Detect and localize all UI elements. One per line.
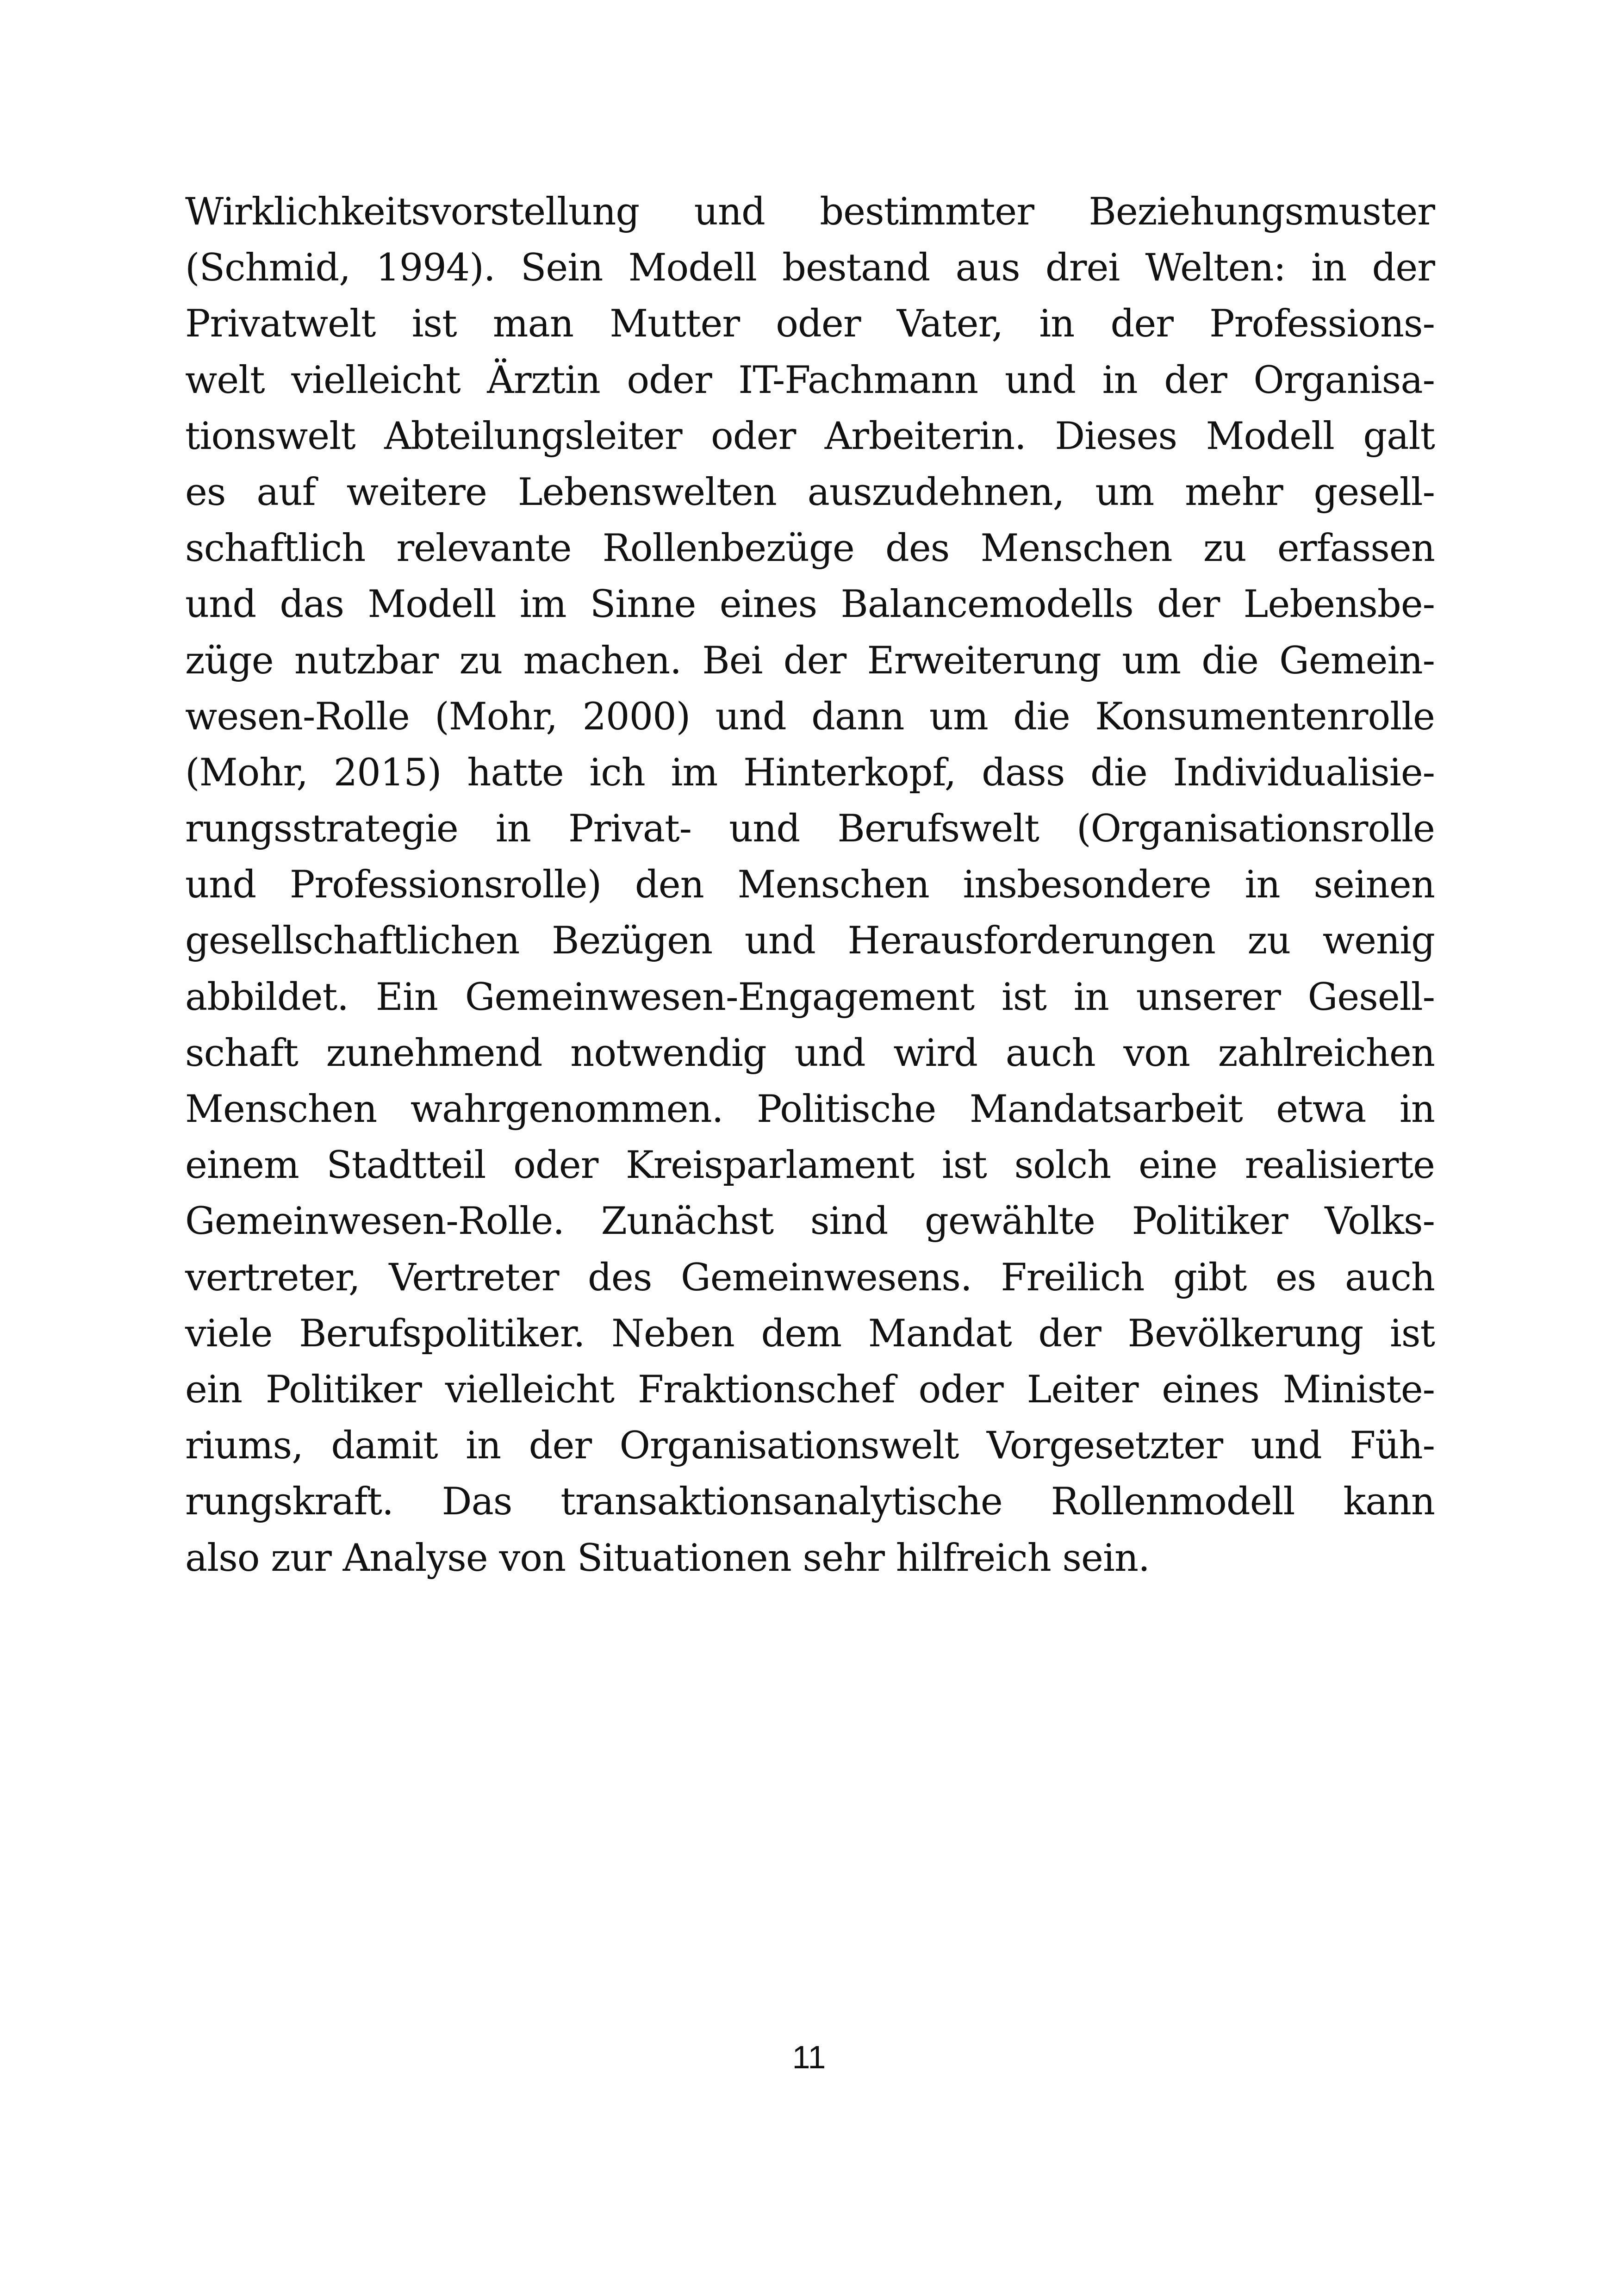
text-line: schaft zunehmend notwendig und wird auch von zahlreichen (185, 1031, 1435, 1075)
text-line: (Schmid, 1994). Sein Modell bestand aus drei Welten: in der (185, 246, 1435, 290)
text-line: rungskraft. Das transaktionsanalytische Rollenmodell kann (185, 1480, 1435, 1524)
text-line: (Mohr, 2015) hatte ich im Hinterkopf, dass die Individualisie- (185, 751, 1435, 795)
text-line: schaftlich relevante Rollenbezüge des Menschen zu erfassen (185, 527, 1435, 571)
text-line: viele Berufspolitiker. Neben dem Mandat der Bevölkerung ist (185, 1312, 1435, 1356)
text-line: und Professionsrolle) den Menschen insbesondere in seinen (185, 863, 1435, 907)
text-line: tionswelt Abteilungsleiter oder Arbeiterin. Dieses Modell galt (185, 414, 1435, 458)
text-line: welt vielleicht Ärztin oder IT-Fachmann und in der Organisa- (185, 358, 1435, 402)
body-paragraph (185, 184, 1435, 1587)
text-line: Menschen wahrgenommen. Politische Mandatsarbeit etwa in (185, 1088, 1435, 1131)
text-line: Wirklichkeitsvorstellung und bestimmter Beziehungsmuster (185, 190, 1435, 234)
text-line: es auf weitere Lebenswelten auszudehnen, um mehr gesell- (185, 470, 1435, 514)
text-line: Gemeinwesen-Rolle. Zunächst sind gewählte Politiker Volks- (185, 1200, 1435, 1244)
text-line: und das Modell im Sinne eines Balancemodells der Lebensbe- (185, 583, 1435, 627)
text-line: vertreter, Vertreter des Gemeinwesens. Freilich gibt es auch (185, 1256, 1435, 1300)
text-line: wesen-Rolle (Mohr, 2000) und dann um die Konsumentenrolle (185, 695, 1435, 739)
text-line: ein Politiker vielleicht Fraktionschef oder Leiter eines Ministe- (185, 1368, 1435, 1412)
text-line: riums, damit in der Organisationswelt Vorgesetzter und Füh- (185, 1424, 1435, 1468)
text-line: Privatwelt ist man Mutter oder Vater, in der Professions- (185, 302, 1435, 346)
text-line: gesellschaftlichen Bezügen und Herausforderungen zu wenig (185, 919, 1435, 963)
text-line: einem Stadtteil oder Kreisparlament ist solch eine realisierte (185, 1144, 1435, 1188)
text-line: rungsstrategie in Privat- und Berufswelt (Organisationsrolle (185, 807, 1435, 851)
page-number: 11 (792, 2039, 826, 2075)
text-line: abbildet. Ein Gemeinwesen-Engagement ist in unserer Gesell- (185, 975, 1435, 1019)
text-line: züge nutzbar zu machen. Bei der Erweiterung um die Gemein- (185, 639, 1435, 683)
text-line: also zur Analyse von Situationen sehr hilfreich sein. (185, 1536, 1150, 1580)
